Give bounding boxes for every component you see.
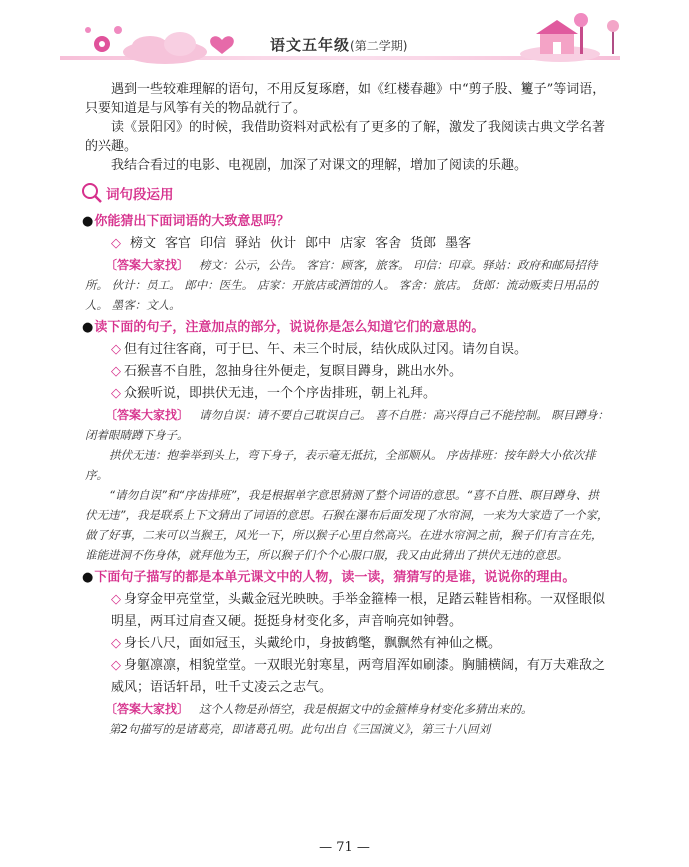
intro-paragraph: 遇到一些较难理解的语句，不用反复琢磨，如《红楼春趣》中“剪子股、籰子”等词语，只要知道是与风筝有关的物品就行了。: [85, 82, 606, 116]
answer-3-line: 第2句描写的是诸葛亮，即诸葛孔明。此句出自《三国演义》，第三十八回刘: [109, 722, 491, 736]
question-3: ●下面句子描写的都是本单元课文中的人物，读一读，猜猜写的是谁，说说你的理由。: [82, 570, 576, 585]
sentence-item: ◇ 石猴喜不自胜，忽抽身往外便走，复瞑目蹲身，跳出水外。: [111, 364, 463, 379]
answer-3: 〔答案大家找〕 这个人物是孙悟空，我是根据文中的金箍棒身材变化多猜出来的。: [105, 702, 533, 716]
sentence-item: ◇ 身穿金甲亮堂堂，头戴金冠光映映。手举金箍棒一根，足踏云鞋皆相称。一双怪眼似明星，两耳过肩查又硬。挺挺身材变化多，声音响亮如钟磬。: [111, 592, 606, 629]
page-content: [82, 80, 610, 739]
page-header: [0, 0, 689, 68]
tree-icon: [607, 20, 619, 54]
sentence-item: ◇ 身躯凛凛，相貌堂堂。一双眼光射寒星，两弯眉浑如刷漆。胸脯横阔，有万夫难敌之威风；语话轩昂，吐千丈凌云之志气。: [111, 658, 606, 695]
sentence-item: ◇ 但有过往客商，可于巳、午、未三个时辰，结伙成队过冈。请勿自误。: [111, 342, 528, 357]
book-title: 语文五年级(第二学期): [270, 36, 408, 54]
intro-paragraph: 读《景阳冈》的时候，我借助资料对武松有了更多的了解，激发了我阅读古典文学名著的兴趣。: [85, 120, 606, 154]
answer-2: 〔答案大家找〕 请勿自误：请不要自己耽误自己。 喜不自胜：高兴得自己不能控制。 瞑目蹲身：闭着眼睛蹲下身子。: [85, 408, 609, 442]
sentence-item: ◇ 众猴听说，即拱伏无违，一个个序齿排班，朝上礼拜。: [111, 386, 437, 401]
heart-icon: [210, 36, 234, 54]
answer-1: 〔答案大家找〕 榜文：公示，公告。 客官：顾客，旅客。 印信：印章。驿站：政府和邮局招待所。 伙计：员工。 郎中：医生。 店家：开旅店或酒馆的人。 客舍：旅店。 货郎：流动贩卖日用品的人。 墨客：文人。: [85, 258, 598, 312]
magnifier-icon: [81, 182, 103, 204]
page-number: — 71 —: [319, 840, 370, 855]
flower-icon: [85, 26, 122, 52]
question-2: ●读下面的句子，注意加点的部分，说说你是怎么知道它们的意思的。: [82, 320, 485, 335]
house-icon: [520, 13, 600, 62]
answer-2-line: “请勿自误”和“序齿排班”，我是根据单字意思猜测了整个词语的意思。“喜不自胜、瞑目蹲身、拱伏无违”，我是联系上下文猜出了词语的意思。石猴在瀑布后面发现了水帘洞，一来为大家造了一个家，做了好事，二来可以当猴王，风光一下，所以猴子心里自然高兴。在进水帘洞之前，猴子们有言在先，谁能进洞不伤身体，就拜他为王，所以猴子们个个心服口服，我又由此猜出了拱伏无违的意思。: [85, 488, 609, 562]
sentence-item: ◇ 身长八尺，面如冠玉，头戴纶巾，身披鹤氅，飘飘然有神仙之概。: [111, 636, 502, 651]
answer-2-line: 拱伏无违：抱拳举到头上，弯下身子，表示毫无抵抗，全部顺从。 序齿排班：按年龄大小依次排序。: [85, 448, 596, 482]
cloud-icon: [123, 32, 207, 64]
word-list: ◇ 榜文 客官 印信 驿站 伙计 郎中 店家 客舍 货郎 墨客: [111, 236, 472, 251]
question-1: ●你能猜出下面词语的大致意思吗？: [82, 214, 290, 229]
section-title: 词句段运用: [81, 182, 610, 204]
intro-paragraph: 我结合看过的电影、电视剧，加深了对课文的理解，增加了阅读的乐趣。: [111, 158, 528, 173]
